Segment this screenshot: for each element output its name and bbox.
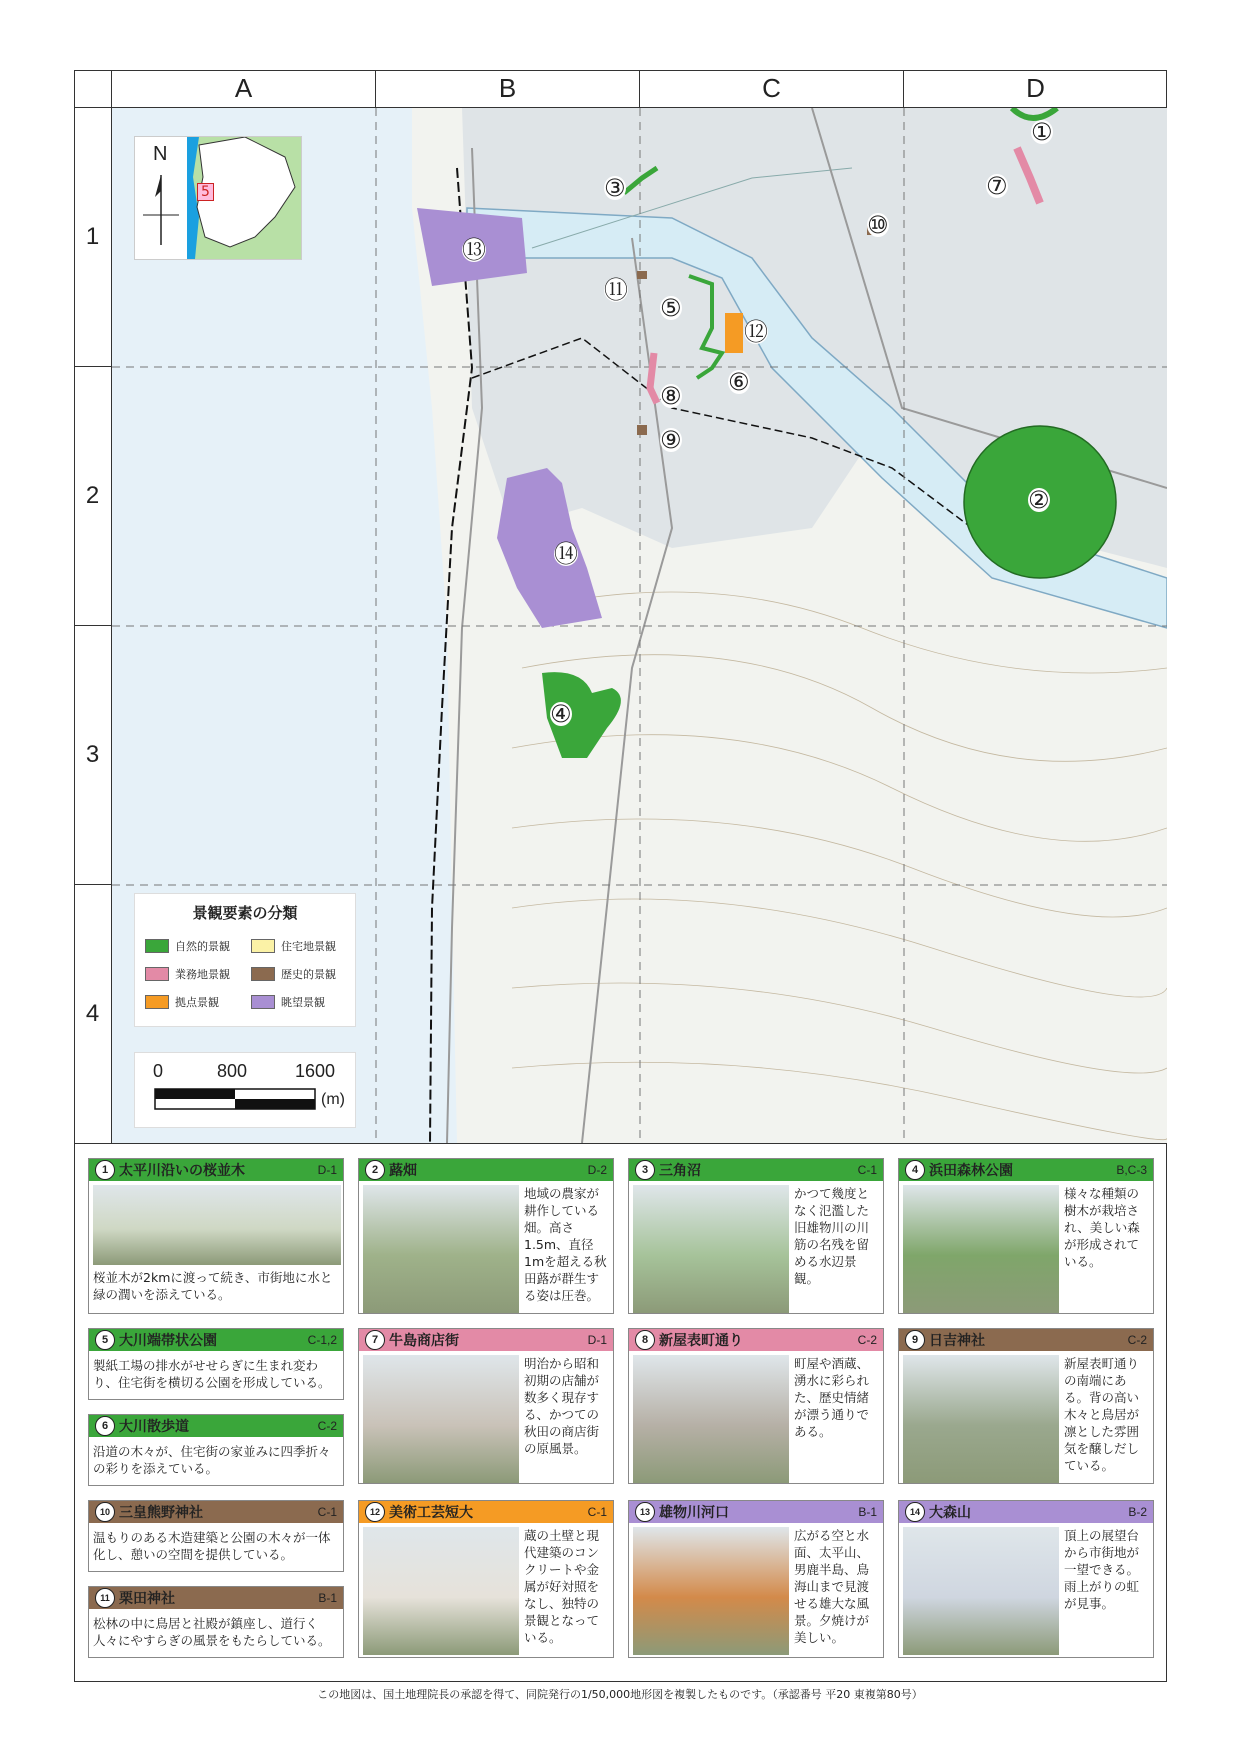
map-marker-14[interactable]: ⑭ xyxy=(554,540,578,568)
card-title: 三角沼 xyxy=(659,1163,701,1179)
north-label: N xyxy=(153,143,168,165)
card-number-badge: 7 xyxy=(365,1330,385,1350)
landscape-card-14[interactable] xyxy=(898,1500,1154,1658)
marker-12-area xyxy=(725,313,743,353)
card-header xyxy=(359,1159,613,1181)
card-photo xyxy=(903,1355,1059,1483)
map-marker-3[interactable]: ③ xyxy=(604,174,626,202)
card-title: 太平川沿いの桜並木 xyxy=(119,1163,245,1179)
card-number-badge: 1 xyxy=(95,1160,115,1180)
legend-panel xyxy=(134,893,356,1027)
card-grid-ref: B-1 xyxy=(318,1591,337,1605)
card-description: 桜並木が2kmに渡って続き、市街地に水と緑の潤いを添えている。 xyxy=(93,1270,333,1302)
card-photo xyxy=(363,1355,519,1483)
card-header xyxy=(629,1329,883,1351)
card-number-badge: 11 xyxy=(95,1588,115,1608)
card-grid-ref: C-1 xyxy=(857,1163,877,1177)
locator-inset xyxy=(134,136,302,260)
card-title: 蕗畑 xyxy=(389,1163,417,1179)
card-photo xyxy=(633,1355,789,1483)
scale-label-1600: 1600 xyxy=(295,1061,336,1081)
landscape-card-10[interactable] xyxy=(88,1500,344,1572)
landscape-card-3[interactable] xyxy=(628,1158,884,1314)
card-description: 蔵の土壁と現代建築のコンクリートや金属が好対照をなし、独特の景観となっている。 xyxy=(524,1528,600,1645)
map-marker-10[interactable]: ⑩ xyxy=(867,211,889,239)
card-grid-ref: B-2 xyxy=(1128,1505,1147,1519)
landscape-card-2[interactable] xyxy=(358,1158,614,1314)
card-header xyxy=(359,1501,613,1523)
card-header xyxy=(899,1501,1153,1523)
card-grid-ref: B,C-3 xyxy=(1116,1163,1147,1177)
card-title: 雄物川河口 xyxy=(659,1505,729,1521)
card-grid-ref: C-1 xyxy=(587,1505,607,1519)
landscape-card-5[interactable] xyxy=(88,1328,344,1400)
map-marker-7[interactable]: ⑦ xyxy=(986,172,1008,200)
landscape-card-13[interactable] xyxy=(628,1500,884,1658)
legend-item-hub xyxy=(145,994,219,1010)
card-title: 栗田神社 xyxy=(119,1591,175,1607)
card-number-badge: 3 xyxy=(635,1160,655,1180)
map-marker-4[interactable]: ④ xyxy=(550,700,572,728)
card-title: 三皇熊野神社 xyxy=(119,1505,203,1521)
column-header-a: A xyxy=(112,70,376,108)
card-number-badge: 6 xyxy=(95,1416,115,1436)
card-description: 明治から昭和初期の店舗が数多く現存する、かつての秋田の商店街の原風景。 xyxy=(524,1356,600,1456)
legend-title: 景観要素の分類 xyxy=(192,904,298,922)
landscape-card-9[interactable] xyxy=(898,1328,1154,1484)
landscape-card-6[interactable] xyxy=(88,1414,344,1486)
legend-label: 拠点景観 xyxy=(175,996,219,1009)
card-number-badge: 10 xyxy=(95,1502,115,1522)
card-title: 日吉神社 xyxy=(929,1333,985,1349)
legend-item-view xyxy=(251,994,325,1010)
card-description: 頂上の展望台から市街地が一望できる。雨上がりの虹が見事。 xyxy=(1064,1528,1140,1611)
legend-label: 眺望景観 xyxy=(281,996,325,1009)
scale-bar xyxy=(134,1052,356,1128)
card-header xyxy=(899,1329,1153,1351)
card-grid-ref: C-1 xyxy=(317,1505,337,1519)
card-title: 大森山 xyxy=(929,1505,971,1521)
map-marker-8[interactable]: ⑧ xyxy=(660,382,682,410)
card-grid-ref: D-2 xyxy=(587,1163,607,1177)
card-description: 町屋や酒蔵、湧水に彩られた、歴史情緒が漂う通りである。 xyxy=(794,1356,870,1439)
card-grid-ref: C-2 xyxy=(857,1333,877,1347)
card-grid-ref: C-2 xyxy=(1127,1333,1147,1347)
scale-bar-graphic xyxy=(135,1053,355,1127)
card-photo xyxy=(633,1185,789,1313)
row-header-1: 1 xyxy=(74,108,112,367)
card-description: かつて幾度となく氾濫した旧雄物川の川筋の名残を留める水辺景観。 xyxy=(794,1186,870,1286)
card-title: 美術工芸短大 xyxy=(389,1505,473,1521)
area-5-box: 5 xyxy=(197,183,214,201)
map-marker-2[interactable]: ② xyxy=(1028,486,1050,514)
map-marker-5[interactable]: ⑤ xyxy=(660,294,682,322)
card-number-badge: 2 xyxy=(365,1160,385,1180)
legend-label: 自然的景観 xyxy=(175,940,230,953)
landscape-card-4[interactable] xyxy=(898,1158,1154,1314)
card-header xyxy=(899,1159,1153,1181)
marker-9-area xyxy=(637,425,647,435)
card-description: 広がる空と水面、太平山、男鹿半島、鳥海山まで見渡せる雄大な風景。夕焼けが美しい。 xyxy=(794,1528,870,1645)
card-description: 松林の中に鳥居と社殿が鎮座し、道行く人々にやすらぎの風景をもたらしている。 xyxy=(93,1616,331,1648)
legend-item-historic xyxy=(251,966,336,982)
legend-swatch-hub xyxy=(145,995,169,1009)
row-header-4: 4 xyxy=(74,885,112,1143)
card-description: 様々な種類の樹木が栽培され、美しい森が形成されている。 xyxy=(1064,1186,1140,1269)
card-photo xyxy=(903,1527,1059,1655)
card-description: 地域の農家が耕作している畑。高さ1.5m、直径1mを超える秋田蕗が群生する姿は圧巻。 xyxy=(524,1186,607,1303)
grid-corner xyxy=(74,70,112,108)
legend-label: 歴史的景観 xyxy=(281,968,336,981)
map-marker-6[interactable]: ⑥ xyxy=(728,368,750,396)
map-marker-9[interactable]: ⑨ xyxy=(660,426,682,454)
card-number-badge: 14 xyxy=(905,1502,925,1522)
marker-11-area xyxy=(637,271,647,279)
card-grid-ref: C-2 xyxy=(317,1419,337,1433)
card-header xyxy=(89,1159,343,1181)
card-header xyxy=(89,1329,343,1351)
landscape-card-7[interactable] xyxy=(358,1328,614,1484)
card-header xyxy=(359,1329,613,1351)
legend-label: 住宅地景観 xyxy=(281,940,336,953)
legend-label: 業務地景観 xyxy=(175,968,230,981)
card-header xyxy=(629,1159,883,1181)
map-marker-12[interactable]: ⑫ xyxy=(744,318,768,346)
card-title: 新屋表町通り xyxy=(659,1333,743,1349)
map-marker-11[interactable]: ⑪ xyxy=(604,276,628,304)
card-photo xyxy=(903,1185,1059,1313)
legend-item-business xyxy=(145,966,230,982)
card-title: 浜田森林公園 xyxy=(929,1163,1013,1179)
scale-label-0: 0 xyxy=(153,1061,164,1081)
legend-item-natural xyxy=(145,938,230,954)
card-photo xyxy=(633,1527,789,1655)
card-number-badge: 8 xyxy=(635,1330,655,1350)
card-number-badge: 12 xyxy=(365,1502,385,1522)
card-header xyxy=(629,1501,883,1523)
scale-label-800: 800 xyxy=(217,1061,248,1081)
map-marker-1[interactable]: ① xyxy=(1031,118,1053,146)
landscape-card-1[interactable] xyxy=(88,1158,344,1314)
card-header xyxy=(89,1415,343,1437)
legend-swatch-residential xyxy=(251,939,275,953)
map-bottom-rule xyxy=(74,1143,1167,1144)
card-header xyxy=(89,1587,343,1609)
card-title: 大川端帯状公園 xyxy=(119,1333,217,1349)
legend-swatch-natural xyxy=(145,939,169,953)
card-grid-ref: D-1 xyxy=(317,1163,337,1177)
column-header-d: D xyxy=(904,70,1167,108)
landscape-card-11[interactable] xyxy=(88,1586,344,1658)
scale-unit: (m) xyxy=(321,1091,345,1108)
card-photo xyxy=(363,1185,519,1313)
card-title: 牛島商店街 xyxy=(389,1333,459,1349)
card-grid-ref: C-1,2 xyxy=(307,1333,337,1347)
map-marker-13[interactable]: ⑬ xyxy=(462,236,486,264)
column-header-b: B xyxy=(376,70,640,108)
card-number-badge: 9 xyxy=(905,1330,925,1350)
footer-note: この地図は、国土地理院長の承認を得て、同院発行の1/50,000地形図を複製したものです。（承認番号 平20 東複第80号） xyxy=(317,1688,923,1701)
row-header-2: 2 xyxy=(74,367,112,626)
card-number-badge: 5 xyxy=(95,1330,115,1350)
legend-item-residential xyxy=(251,938,336,954)
row-header-3: 3 xyxy=(74,626,112,885)
card-photo xyxy=(93,1185,341,1265)
landscape-card-8[interactable] xyxy=(628,1328,884,1484)
card-description: 温もりのある木造建築と公園の木々が一体化し、憩いの空間を提供している。 xyxy=(93,1530,331,1562)
card-description: 製紙工場の排水がせせらぎに生まれ変わり、住宅街を横切る公園を形成している。 xyxy=(93,1358,331,1390)
legend-swatch-view xyxy=(251,995,275,1009)
card-number-badge: 4 xyxy=(905,1160,925,1180)
card-grid-ref: B-1 xyxy=(858,1505,877,1519)
card-description: 沿道の木々が、住宅街の家並みに四季折々の彩りを添えている。 xyxy=(93,1444,331,1476)
landscape-card-12[interactable] xyxy=(358,1500,614,1658)
card-description: 新屋表町通りの南端にある。背の高い木々と鳥居が凛とした雰囲気を醸しだしている。 xyxy=(1064,1356,1140,1473)
legend-swatch-business xyxy=(145,967,169,981)
column-header-c: C xyxy=(640,70,904,108)
card-photo xyxy=(363,1527,519,1655)
card-header xyxy=(89,1501,343,1523)
card-grid-ref: D-1 xyxy=(587,1333,607,1347)
card-title: 大川散歩道 xyxy=(119,1419,189,1435)
card-number-badge: 13 xyxy=(635,1502,655,1522)
legend-swatch-historic xyxy=(251,967,275,981)
